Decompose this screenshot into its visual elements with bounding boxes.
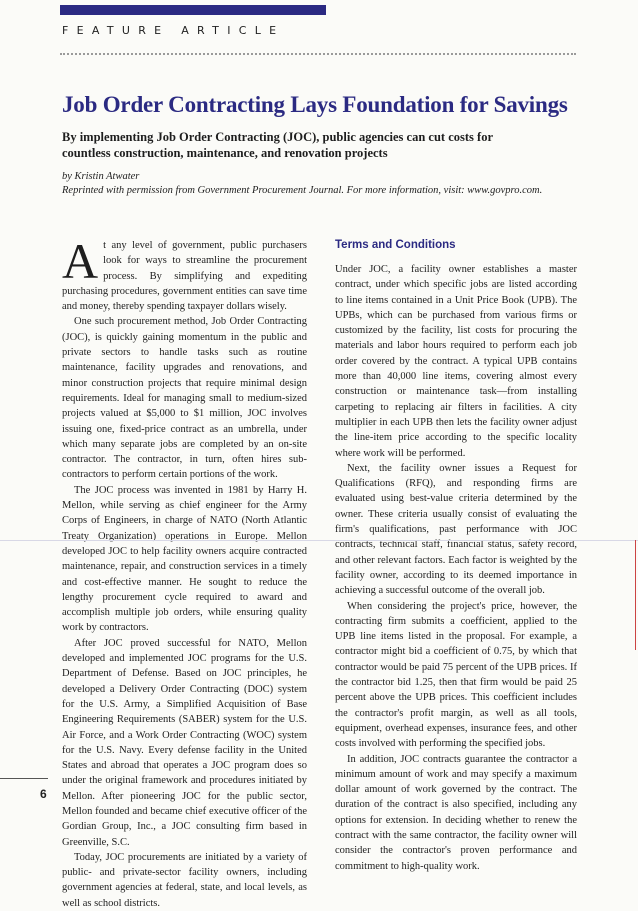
paragraph-text: t any level of government, public purchasers look for ways to streamline the procurement process. By simplifying and expediting purchasing procedures, government entities can save time and money, thereby spending taxpayer dollars wisely. [62, 240, 307, 313]
left-column [62, 233, 307, 911]
drop-cap: A [62, 233, 99, 289]
paragraph: In addition, JOC contracts guarantee the contractor a minimum amount of work and may specify a maximum dollar amount of work governed by the contract. The duration of the contract is also specified, including any options for extension. In deciding whether to renew the contract with the same contractor, the facility owner will consider the contractor's proven performance and commitment to high-quality work. [335, 753, 577, 872]
section-kicker: FEATURE ARTICLE [62, 24, 285, 37]
paragraph: Next, the facility owner issues a Request for Qualifications (RFQ), and responding firms are evaluated using best-value criteria determined by the owner. These criteria usually consist of evaluating the firm's qualifications, past performance with JOC contracts, technical staff, financial status, safety record, and other relevant factors. Each factor is weighted by the facility owner, according to its deemed importance in achieving a successful outcome of the overall job. [335, 462, 577, 597]
paragraph: Today, JOC procurements are initiated by a variety of public- and private-sector facility owners, including government agencies at federal, state, and local levels, as well as school districts. [62, 851, 307, 909]
article-title: Job Order Contracting Lays Foundation for Savings [62, 92, 568, 117]
paragraph: Under JOC, a facility owner establishes a master contract, under which specific jobs are listed according to line items contained in a Unit Price Book (UPB). The UPBs, which can be purchased from various firms or customized by the facility, list costs for procuring the materials and labor hours required to perform each job order covered by the contract. A typical UPB contains more than 40,000 line items, covering almost every construction or maintenance task—from installing carpeting to replacing air filters in facilities. A city multiplier in each UPB then lets the facility owner adjust the line-item price according to the specific locality where work will be performed. [335, 264, 577, 459]
scan-artifact-line [0, 540, 638, 541]
paragraph: One such procurement method, Job Order Contracting (JOC), is quickly gaining momentum in the public and private sectors to handle tasks such as routine maintenance, facility upgrades and renovations, and minor construction projects that require minimal design requirements. Ideal for managing small to medium-sized projects valued at $5,000 to $1 million, JOC involves issuing one, fixed-price contract as an umbrella, under which many separate jobs are completed by an on-site contractor. The contractor, in turn, often hires sub-contractors to perform certain portions of the work. [62, 316, 307, 481]
article-subtitle: By implementing Job Order Contracting (JOC), public agencies can cut costs for countless construction, maintenance, and renovation projects [62, 130, 493, 160]
paragraph: After JOC proved successful for NATO, Mellon developed and implemented JOC programs for the U.S. Department of Defense. Based on JOC principles, he developed a Delivery Order Contracting (DOC) system for the U.S. Army, a Simplified Acquisition of Base Engineering Requirements (SABER) system for the U.S. Air Force, and a Work Order Contracting (WOC) system for the U.S. Navy. Every defense facility in the United States and abroad that operates a JOC program does so under the original framework and procedures initiated by Mellon. After pioneering JOC for the public sector, Mellon founded and became chief executive officer of the Gordian Group, Inc., a JOC consulting firm based in Greenville, S.C. [62, 637, 307, 848]
dotted-divider [60, 53, 576, 55]
byline [62, 170, 582, 198]
paragraph: When considering the project's price, however, the contracting firm submits a coefficient, applied to the UPB line items listed in the proposal. For example, a contractor might bid a coefficient of 0.75, by which that contractor would be paid 75 percent of the UPB prices. If the contractor bid 1.25, then that firm would be paid 25 percent above the UPB prices. This coefficient includes the contractor's profit margin, as well as all tools, equipment, overhead expenses, insurance fees, and other costs involved with performing the specified jobs. [335, 600, 577, 750]
paragraph [62, 233, 307, 314]
footer-rule [0, 778, 48, 779]
reprint-note: Reprinted with permission from Government Procurement Journal. For more information, visit: www.govpro.com. [62, 185, 543, 196]
paragraph: The JOC process was invented in 1981 by Harry H. Mellon, while serving as chief engineer for the Army Corps of Engineers, in charge of NATO (North Atlantic Treaty Organization) operations in Europe. Mellon developed JOC to help facility owners acquire contracted maintenance, repair, and construction services in a timely and cost-effective manner. He sought to reduce the lengthy procurement cycle required to award and accomplish multiple job orders, while ensuring quality work by contractors. [62, 484, 307, 634]
section-heading: Terms and Conditions [335, 239, 456, 251]
page-number: 6 [40, 787, 47, 801]
header-color-bar [60, 5, 326, 15]
author-line: by Kristin Atwater [62, 171, 140, 182]
right-column [335, 238, 577, 874]
